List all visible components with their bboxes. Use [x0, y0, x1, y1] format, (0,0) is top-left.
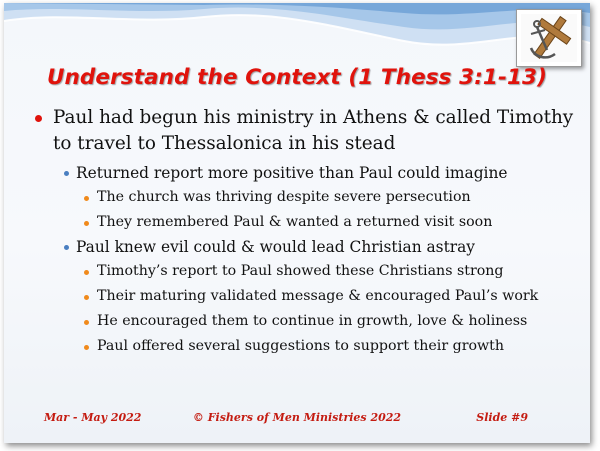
- bullet-marker: [64, 171, 69, 176]
- bullet-text: Their maturing validated message & encouraged Paul’s work: [97, 288, 539, 304]
- slide: [4, 3, 590, 443]
- header-wave-decoration: [4, 3, 590, 73]
- bullet-item: [4, 284, 590, 309]
- bullet-item: [4, 185, 590, 210]
- footer-slide-number: Slide #9: [476, 411, 528, 424]
- bullet-item: [4, 210, 590, 235]
- bullet-marker: [84, 221, 89, 226]
- bullet-text: Paul had begun his ministry in Athens & called Timothy to travel to Thessalonica in his stead: [53, 107, 574, 154]
- slide-title: Understand the Context (1 Thess 3:1-13): [46, 65, 548, 90]
- footer-date: Mar - May 2022: [44, 411, 142, 424]
- bullet-marker: [64, 245, 69, 250]
- bullet-item: [4, 309, 590, 334]
- logo: [516, 9, 582, 67]
- bullet-list: [4, 105, 590, 359]
- bullet-text: Timothy’s report to Paul showed these Christians strong: [97, 263, 504, 279]
- cross-and-anchor-icon: [517, 10, 581, 66]
- bullet-item: [4, 334, 590, 359]
- bullet-text: They remembered Paul & wanted a returned visit soon: [97, 214, 493, 230]
- bullet-marker: [84, 295, 89, 300]
- bullet-item: [4, 259, 590, 284]
- footer-copyright: © Fishers of Men Ministries 2022: [192, 411, 402, 424]
- bullet-text: The church was thriving despite severe persecution: [97, 189, 471, 205]
- bullet-marker: [84, 270, 89, 275]
- bullet-text: Returned report more positive than Paul could imagine: [76, 164, 508, 182]
- bullet-text: Paul offered several suggestions to support their growth: [97, 338, 505, 354]
- bullet-item: [4, 161, 590, 185]
- bullet-marker: [84, 320, 89, 325]
- bullet-item: [4, 235, 590, 259]
- bullet-marker: [35, 115, 42, 122]
- bullet-text: Paul knew evil could & would lead Christian astray: [76, 238, 475, 256]
- bullet-item: [4, 105, 590, 157]
- bullet-marker: [84, 196, 89, 201]
- bullet-text: He encouraged them to continue in growth, love & holiness: [97, 313, 528, 329]
- bullet-marker: [84, 345, 89, 350]
